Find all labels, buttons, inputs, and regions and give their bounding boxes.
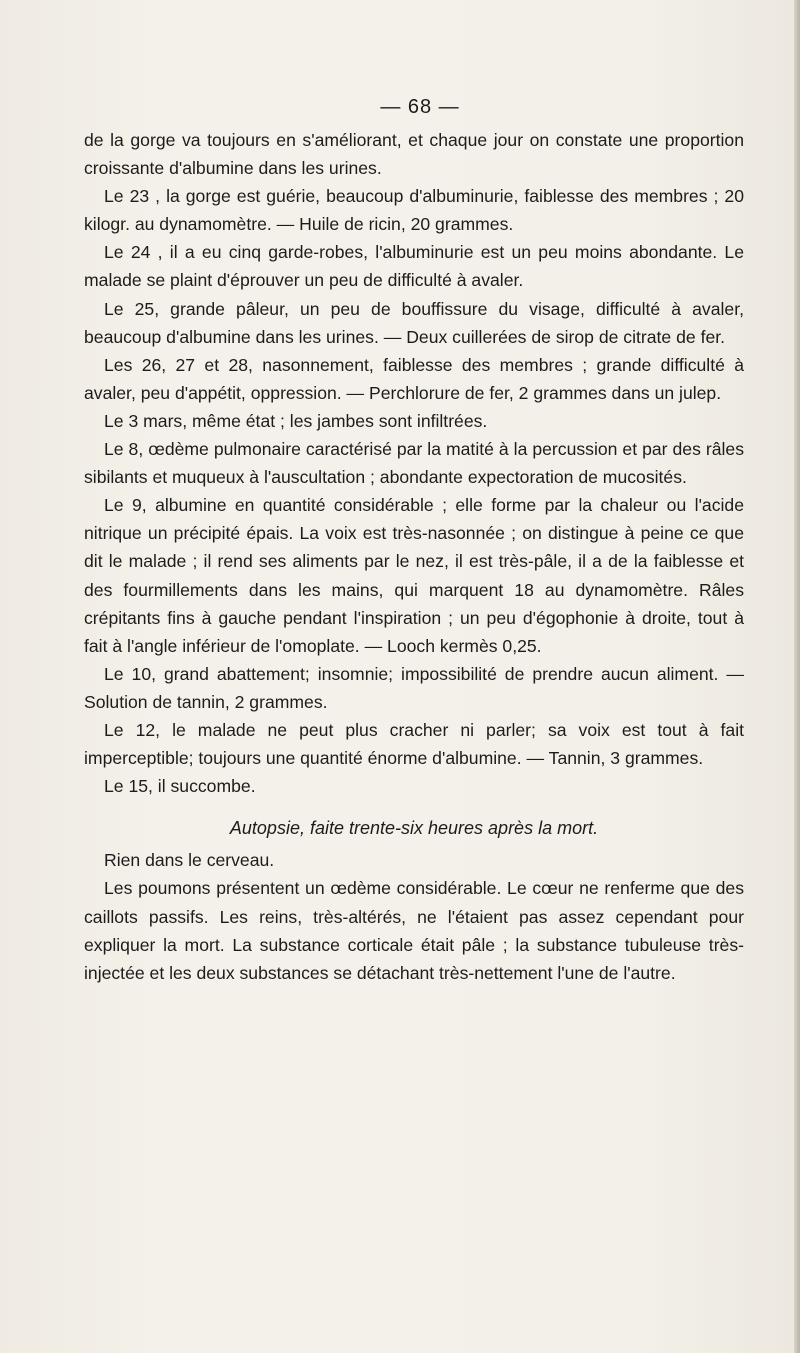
page-number: — 68 — (380, 96, 460, 118)
paragraph-le-25: Le 25, grande pâleur, un peu de bouffissure du visage, difficulté à avaler, beaucoup d'albumine dans les urines. — Deux cuillerées de sirop de citrate de fer. (84, 298, 744, 347)
paragraph-le-8: Le 8, œdème pulmonaire caractérisé par la matité à la percussion et par des râles sibilants et muqueux à l'auscultation ; abondante expectoration de mucosités. (84, 439, 744, 488)
paragraph-le-9: Le 9, albumine en quantité considérable ; elle forme par la chaleur ou l'acide nitrique un précipité épais. La voix est très-nasonnée ; on distingue à peine ce que dit le malade ; il rend ses aliments par le nez, il est très-pâle, il a de la faiblesse et des fourmillements dans les mains, qui marquent 18 au dynamomètre. Râles crépitants fins à gauche pendant l'inspiration ; un peu d'égophonie à droite, tout à fait à l'angle inférieur de l'omoplate. — Looch kermès 0,25. (84, 495, 744, 656)
paragraph-continuation: de la gorge va toujours en s'améliorant, et chaque jour on constate une proportion croissante d'albumine dans les urines. (84, 130, 744, 179)
paragraph-les-26-27-28: Les 26, 27 et 28, nasonnement, faiblesse des membres ; grande difficulté à avaler, peu d'appétit, oppression. — Perchlorure de fer, 2 grammes dans un julep. (84, 354, 744, 403)
paragraph-le-10: Le 10, grand abattement; insomnie; impossibilité de prendre aucun aliment. — Solution de tannin, 2 grammes. (84, 663, 744, 712)
paragraph-poumons: Les poumons présentent un œdème considérable. Le cœur ne renferme que des caillots passifs. Les reins, très-altérés, ne l'étaient pas assez cependant pour expliquer la mort. La substance corticale était pâle ; la substance tubuleuse très-injectée et les deux substances se détachant très-nettement l'une de l'autre. (84, 878, 744, 983)
paragraph-le-23: Le 23 , la gorge est guérie, beaucoup d'albuminurie, faiblesse des membres ; 20 kilogr. au dynamomètre. — Huile de ricin, 20 grammes. (84, 186, 744, 235)
page-body (84, 126, 744, 987)
autopsy-heading: Autopsie, faite trente-six heures après la mort. (229, 818, 599, 839)
page-edge (794, 0, 800, 1353)
paragraph-cerveau: Rien dans le cerveau. (104, 850, 275, 871)
paragraph-le-15: Le 15, il succombe. (104, 776, 256, 797)
paragraph-le-12: Le 12, le malade ne peut plus cracher ni parler; sa voix est tout à fait imperceptible; toujours une quantité énorme d'albumine. — Tannin, 3 grammes. (84, 719, 744, 769)
paragraph-le-24: Le 24 , il a eu cinq garde-robes, l'albuminurie est un peu moins abondante. Le malade se plaint d'éprouver un peu de difficulté à avaler. (84, 242, 744, 291)
paragraph-le-3-mars: Le 3 mars, même état ; les jambes sont infiltrées. (104, 410, 488, 431)
